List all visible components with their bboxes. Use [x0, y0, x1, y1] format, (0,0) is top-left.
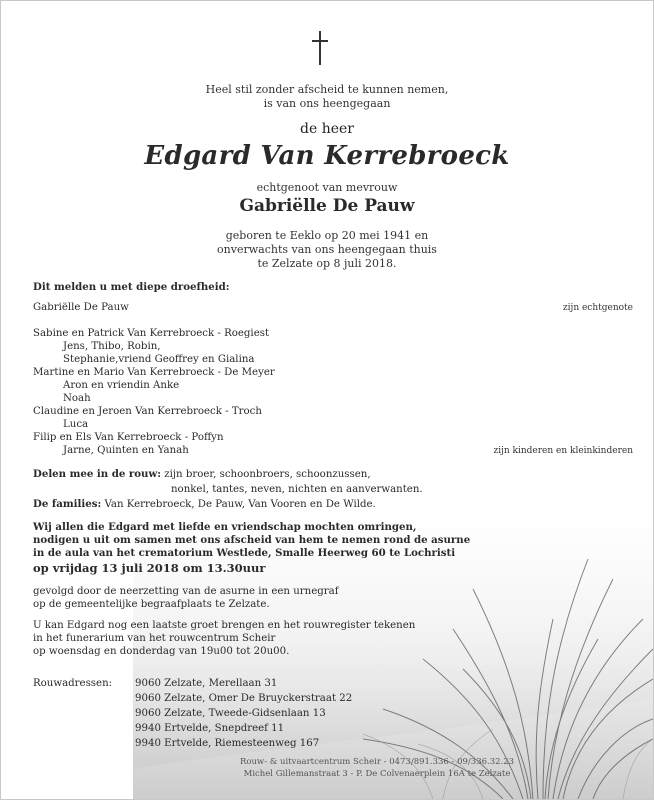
after-ceremony-line-2: op de gemeentelijke begraafplaats te Zelzate. — [33, 599, 270, 610]
footer-line-2: Michel Gillemanstraat 3 - P. De Colvenaerplein 16A te Zelzate — [243, 769, 511, 779]
spouse-label: echtgenoot van mevrouw — [256, 181, 398, 194]
family-line: Stephanie,vriend Geoffrey en Gialina — [63, 354, 255, 365]
families-label: De families: — [33, 498, 102, 510]
address-item: 9060 Zelzate, Omer De Bruyckerstraat 22 — [135, 693, 353, 704]
family-line: Martine en Mario Van Kerrebroeck - De Meyer — [33, 367, 275, 378]
ceremony-line-1: Wij allen die Edgard met liefde en vriendschap mochten omringen, — [33, 521, 417, 533]
family-line: Jarne, Quinten en Yanah — [63, 445, 189, 456]
family-line: Sabine en Patrick Van Kerrebroeck - Roegiest — [33, 328, 270, 339]
visit-line-2: in het funerarium van het rouwcentrum Scheir — [33, 633, 276, 644]
spouse-name: Gabriëlle De Pauw — [239, 196, 415, 216]
title-de-heer: de heer — [300, 121, 354, 137]
family-line: Claudine en Jeroen Van Kerrebroeck - Troch — [33, 406, 262, 417]
after-ceremony-line-1: gevolgd door de neerzetting van de asurne in een urnegraf — [33, 586, 339, 597]
address-item: 9060 Zelzate, Tweede-Gidsenlaan 13 — [135, 708, 326, 719]
dates-line-3: te Zelzate op 8 juli 2018. — [257, 257, 397, 270]
deceased-name: Edgard Van Kerrebroeck — [144, 141, 510, 171]
visit-line-1: U kan Edgard nog een laatste groet brengen en het rouwregister tekenen — [33, 620, 416, 631]
spouse-role: zijn echtgenote — [562, 303, 633, 313]
children-role: zijn kinderen en kleinkinderen — [493, 446, 633, 456]
family-line: Noah — [63, 393, 91, 404]
addresses-label: Rouwadressen: — [33, 678, 113, 689]
spouse-line: Gabriëlle De Pauw — [33, 302, 129, 313]
footer-line-1: Rouw- & uitvaartcentrum Scheir - 0473/891.336 - 09/336.32.23 — [239, 757, 515, 767]
mourning-line-2: nonkel, tantes, neven, nichten en aanverwanten. — [171, 484, 423, 495]
address-item: 9940 Ertvelde, Riemesteenweg 167 — [135, 738, 320, 749]
address-item: 9060 Zelzate, Merellaan 31 — [135, 678, 278, 689]
announcement-heading: Dit melden u met diepe droefheid: — [33, 281, 230, 293]
mourning-line-1 — [33, 468, 371, 481]
family-line: Aron en vriendin Anke — [63, 380, 180, 391]
ceremony-line-3: in de aula van het crematorium Westlede, Smalle Heerweg 60 te Lochristi — [33, 547, 456, 559]
visit-line-3: op woensdag en donderdag van 19u00 tot 20u00. — [33, 646, 290, 657]
ceremony-date: op vrijdag 13 juli 2018 om 13.30uur — [33, 561, 266, 575]
address-item: 9940 Ertvelde, Snepdreef 11 — [135, 723, 285, 734]
family-line: Filip en Els Van Kerrebroeck - Poffyn — [33, 432, 224, 443]
ceremony-line-2: nodigen u uit om samen met ons afscheid van hem te nemen rond de asurne — [33, 534, 471, 546]
intro-line-1: Heel stil zonder afscheid te kunnen nemen, — [205, 83, 449, 96]
families-text: Van Kerrebroeck, De Pauw, Van Vooren en De Wilde. — [101, 499, 376, 510]
mourning-text: zijn broer, schoonbroers, schoonzussen, — [161, 469, 371, 480]
cross-icon — [312, 31, 328, 65]
intro-line-2: is van ons heengegaan — [263, 97, 391, 110]
families-line — [33, 498, 376, 511]
dates-line-2: onverwachts van ons heengegaan thuis — [217, 243, 437, 256]
family-line: Luca — [63, 419, 89, 430]
dates-line-1: geboren te Eeklo op 20 mei 1941 en — [225, 229, 429, 242]
family-line: Jens, Thibo, Robin, — [63, 341, 161, 352]
mourning-label: Delen mee in de rouw: — [33, 468, 161, 480]
